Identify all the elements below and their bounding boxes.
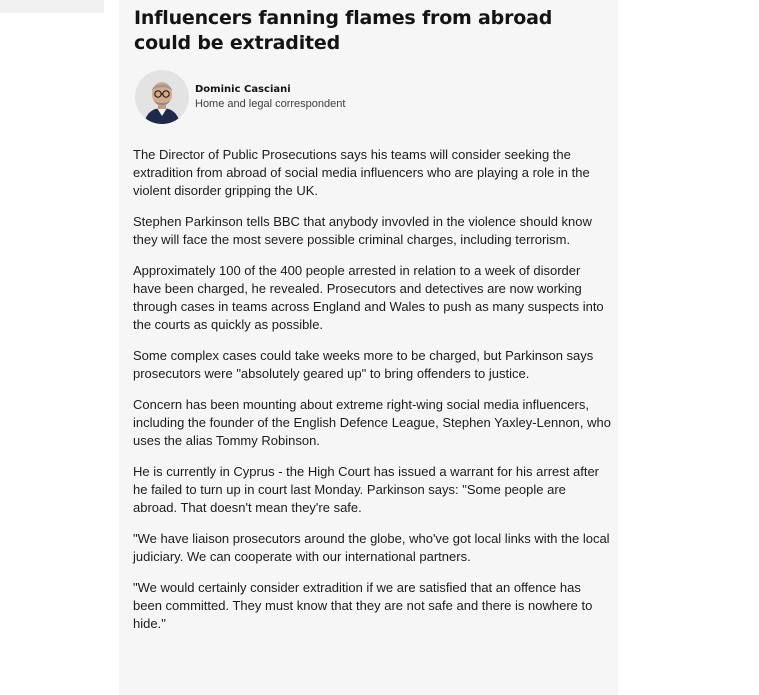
article-body	[133, 146, 611, 646]
author-role: Home and legal correspondent	[195, 98, 346, 110]
body-paragraph: "We would certainly consider extradition if we are satisfied that an offence has been committed. They must know that they are not safe and there is nowhere to hide."	[133, 580, 593, 631]
author-name: Dominic Casciani	[195, 84, 291, 95]
top-edge-strip	[0, 0, 104, 13]
body-paragraph: The Director of Public Prosecutions says his teams will consider seeking the extradition from abroad of social media influencers who are playing a role in the violent disorder gripping the UK.	[133, 147, 590, 198]
body-paragraph: Concern has been mounting about extreme right-wing social media influencers, including the founder of the English Defence League, Stephen Yaxley-Lennon, who uses the alias Tommy Robinson.	[133, 397, 611, 448]
body-paragraph: "We have liaison prosecutors around the globe, who've got local links with the local judiciary. We can cooperate with our international partners.	[133, 531, 610, 564]
body-paragraph: Approximately 100 of the 400 people arrested in relation to a week of disorder have been charged, he revealed. Prosecutors and detectives are now working through cases in teams across England and Wales to push as many suspects into the courts as quickly as possible.	[133, 263, 604, 332]
body-paragraph: He is currently in Cyprus - the High Court has issued a warrant for his arrest after he failed to turn up in court last Monday. Parkinson says: "Some people are abroad. That doesn't mean they're safe.	[133, 464, 600, 515]
article-headline: Influencers fanning flames from abroad could be extradited	[134, 7, 553, 54]
body-paragraph: Some complex cases could take weeks more to be charged, but Parkinson says prosecutors were "absolutely geared up" to bring offenders to justice.	[133, 348, 594, 381]
author-avatar	[135, 70, 189, 124]
body-paragraph: Stephen Parkinson tells BBC that anybody invovled in the violence should know they will face the most severe possible criminal charges, including terrorism.	[133, 214, 592, 247]
